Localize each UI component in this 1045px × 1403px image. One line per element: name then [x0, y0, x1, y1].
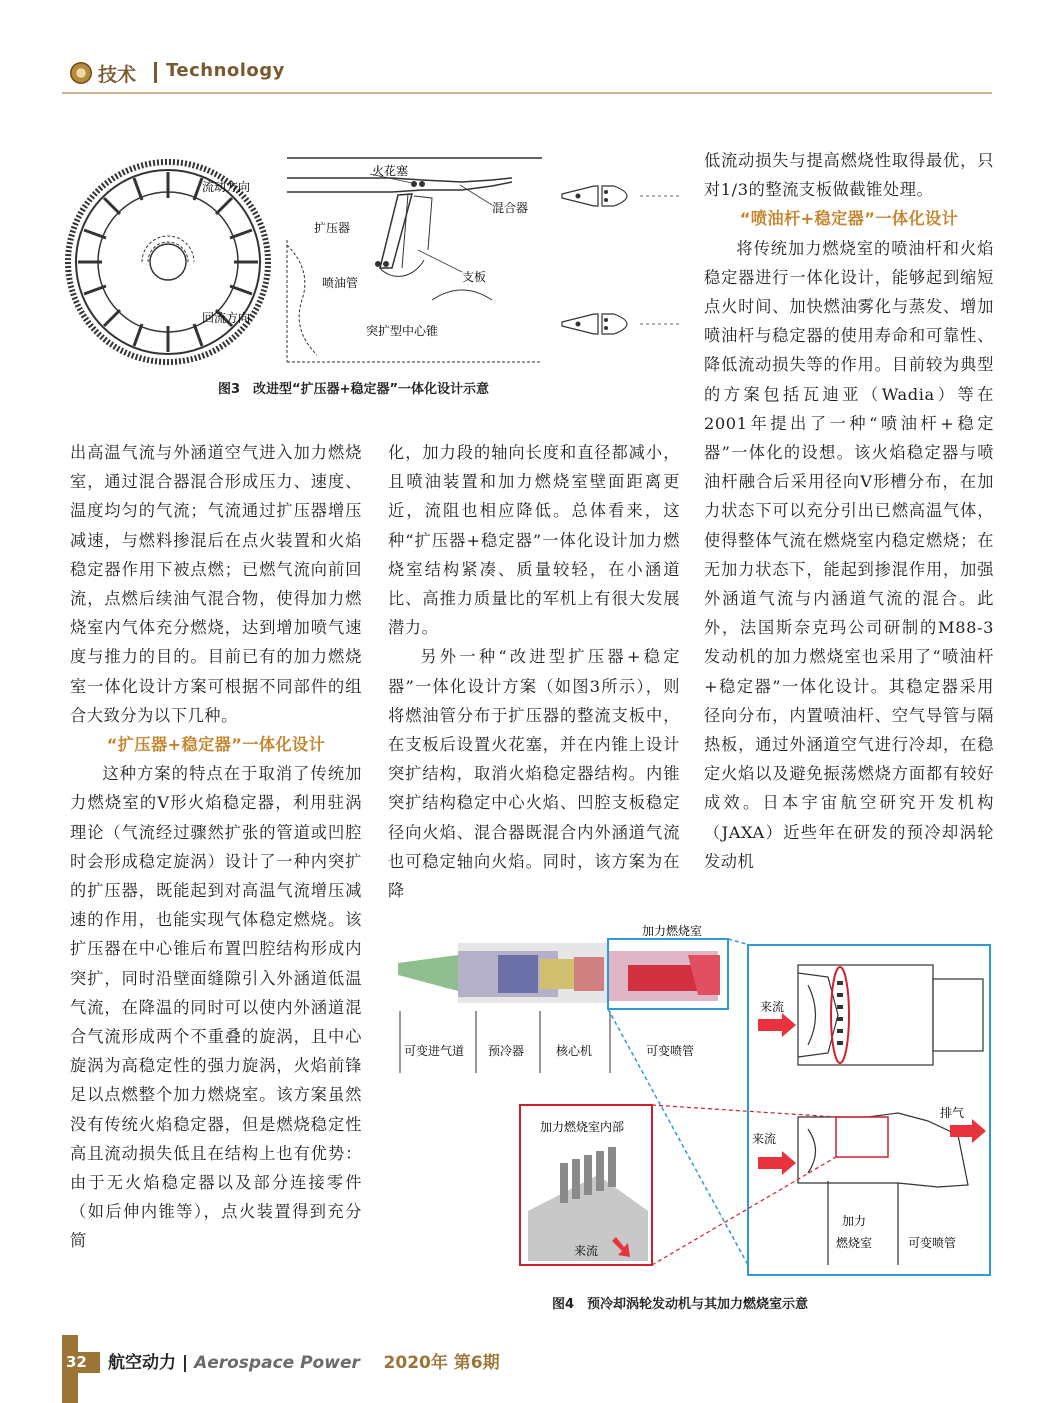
- header-rule: [62, 92, 992, 94]
- page-number: 32: [62, 1352, 100, 1373]
- column-2: [388, 438, 680, 905]
- strut-profile-bottom: [562, 314, 682, 334]
- figure-4-caption: 图4 预冷却涡轮发动机与其加力燃烧室示意: [552, 1297, 809, 1312]
- fig3-label-cone: 突扩型中心锥: [366, 324, 439, 338]
- col3-paragraph-2: 将传统加力燃烧室的喷油杆和火焰稳定器进行一体化设计，能够起到缩短点火时间、加快燃油雾化与蒸发、增加喷油杆与稳定器的使用寿命和可靠性、降低流动损失等的作用。目前较为典型的方案包括瓦迪亚（Wadia）等在2001年提出了一种“喷油杆+稳定器”一体化的设想。该火焰稳定器与喷油杆融合后采用径向V形槽分布，在加力状态下可以充分引出已燃高温气体，使得整体气流在燃烧室内稳定燃烧；在无加力状态下，能起到掺混作用，加强外涵道气流与内涵道气流的混合。此外，法国斯奈克玛公司研制的M88-3发动机的加力燃烧室也采用了“喷油杆+稳定器”一体化设计。其稳定器采用径向分布，内置喷油杆、空气导管与隔热板，通过外涵道空气进行冷却，在稳定火焰以及避免振荡燃烧方面都有较好成效。日本宇宙航空研究开发机构（JAXA）近些年在研发的预冷却涡轮发动机: [704, 238, 994, 871]
- section-heading-diffuser-stabilizer: “扩压器+稳定器”一体化设计: [106, 735, 326, 755]
- col2-paragraph-2: 另外一种“改进型扩压器+稳定器”一体化设计方案（如图3所示），则将燃油管分布于扩压器的整流支板中，在支板后设置火花塞，并在内锥上设计突扩结构，取消火焰稳定器结构。内锥突扩结构稳定中心火焰、凹腔支板稳定径向火焰、混合器既混合内外涵道气流也可稳定轴向火焰。同时，该方案为在降: [388, 647, 680, 901]
- section-heading-injector-stabilizer: “喷油杆+稳定器”一体化设计: [739, 209, 959, 229]
- fig4-label-precooler: 预冷器: [488, 1044, 525, 1058]
- header-divider: [154, 62, 157, 83]
- fig4-label-afterburner: 加力燃烧室: [642, 925, 703, 938]
- figure-3-caption: 图3 改进型“扩压器+稳定器”一体化设计示意: [218, 382, 490, 397]
- fig4-label-ab-2: 燃烧室: [836, 1236, 873, 1250]
- fig3-label-diffuser: 扩压器: [314, 221, 351, 235]
- section-title-en: Technology: [166, 60, 285, 81]
- strut-profile-top: [562, 186, 682, 206]
- fig3-label-flow: 流动方向: [202, 180, 251, 194]
- fig3-label-spark: 火花塞: [372, 164, 409, 178]
- col1-paragraph-1: 出高温气流与外涵道空气进入加力燃烧室，通过混合器混合形成压力、速度、温度均匀的气流；气流通过扩压器增压减速，与燃料掺混后在点火装置和火焰稳定器作用下被点燃；已燃气流向前回流，点燃后续油气混合物，使得加力燃烧室内气体充分燃烧，达到增加喷气速度与推力的目的。目前已有的加力燃烧室一体化设计方案可根据不同部件的组合大致分为以下几种。: [70, 443, 362, 725]
- engine-render: [398, 943, 720, 1003]
- col1-paragraph-2: 这种方案的特点在于取消了传统加力燃烧室的V形火焰稳定器，利用驻涡理论（气流经过骤然扩张的管道或凹腔时会形成稳定旋涡）设计了一种内突扩的扩压器，既能起到对高温气流增压减速的作用，也能实现气体稳定燃烧。该扩压器在中心锥后布置凹腔结构形成内突扩，同时沿壁面缝隙引入外涵道低温气流，在降温的同时可以使内外涵道混合气流形成两个不重叠的旋涡，且中心旋涡为高稳定性的强力旋涡，火焰前锋足以点燃整个加力燃烧室。该方案虽然没有传统火焰稳定器，但是燃烧稳定性高且流动损失低且在结构上也有优势：由于无火焰稳定器以及部分连接零件（如后伸内锥等），点火装置得到充分简: [70, 764, 362, 1251]
- section-title-zh: 技术: [98, 64, 137, 86]
- fig4-label-nozzle-2: 可变喷管: [908, 1236, 957, 1250]
- fig4-label-inlet: 可变进气道: [404, 1044, 465, 1058]
- fig3-label-fuel: 喷油管: [322, 276, 359, 290]
- figure-4-diagram: [398, 925, 998, 1285]
- fig4-label-ab-inside: 加力燃烧室内部: [540, 1120, 625, 1134]
- fig4-label-nozzle: 可变喷管: [646, 1044, 695, 1058]
- col3-paragraph-1: 低流动损失与提高燃烧性取得最优，只对1/3的整流支板做截锥处理。: [704, 151, 994, 200]
- fig4-label-incoming-bottom: 来流: [752, 1132, 777, 1146]
- fig4-label-exhaust: 排气: [940, 1106, 965, 1120]
- journal-logo-icon: [70, 62, 92, 84]
- figure-3: [62, 150, 694, 405]
- footer-spacer: [366, 1353, 378, 1373]
- fig3-label-mixer: 混合器: [492, 201, 529, 215]
- fig4-label-incoming-inset: 来流: [574, 1244, 599, 1258]
- fig3-label-return: 回流方向: [202, 311, 251, 325]
- footer-divider: |: [181, 1353, 195, 1373]
- fig3-label-strut: 支板: [462, 270, 487, 284]
- column-3-top: [704, 146, 994, 876]
- magazine-title-zh: 航空动力: [108, 1353, 176, 1373]
- fig4-label-incoming-top: 来流: [760, 1000, 785, 1014]
- column-1: [70, 438, 362, 1256]
- footer-magazine: [108, 1348, 500, 1373]
- magazine-title-en: Aerospace Power: [194, 1353, 360, 1373]
- fig4-label-core: 核心机: [556, 1044, 593, 1058]
- figure-4: [398, 925, 998, 1315]
- magazine-issue: 2020年 第6期: [383, 1353, 500, 1373]
- figure-3-diagram: [62, 150, 694, 380]
- col2-paragraph-1: 化，加力段的轴向长度和直径都减小，且喷油装置和加力燃烧室壁面距离更近，流阻也相应降低。总体看来，这种“扩压器+稳定器”一体化设计加力燃烧室结构紧凑、质量较轻，在小涵道比、高推力质量比的军机上有很大发展潜力。: [388, 443, 680, 638]
- fig4-label-ab-1: 加力: [842, 1214, 867, 1228]
